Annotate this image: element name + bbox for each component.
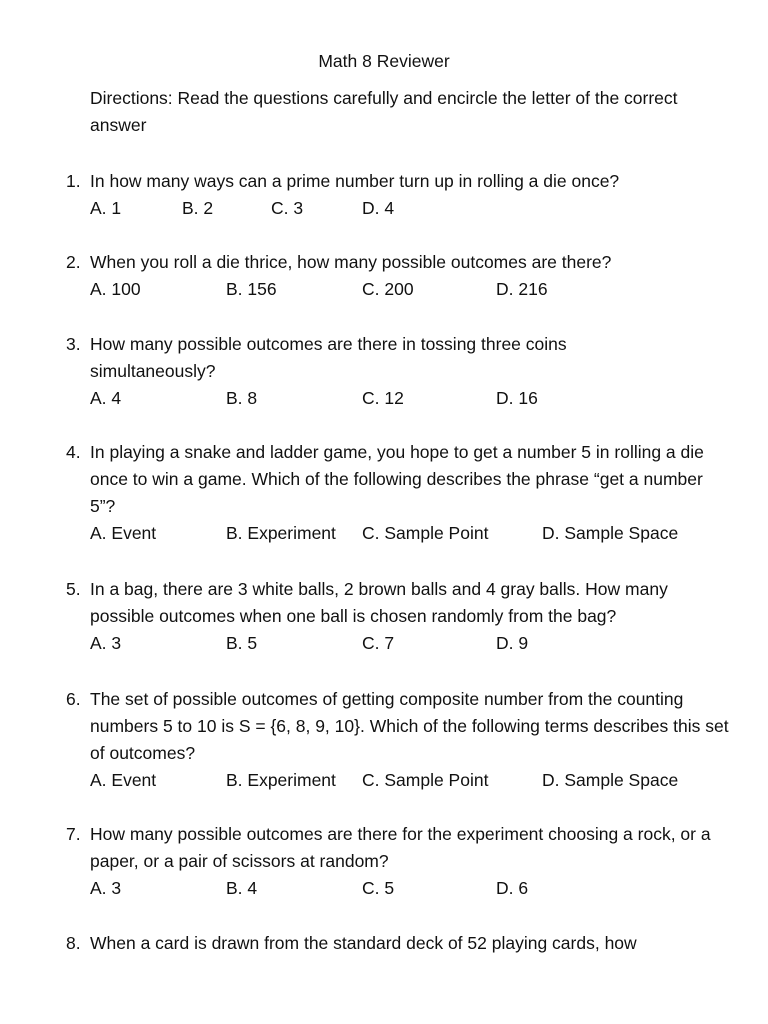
- option-c[interactable]: C. Sample Point: [362, 770, 489, 790]
- question-text: When a card is drawn from the standard deck of 52 playing cards, how: [90, 933, 637, 953]
- option-d[interactable]: D. 6: [496, 878, 529, 898]
- question-number: 1.: [66, 171, 81, 191]
- option-a[interactable]: A. 4: [90, 388, 122, 408]
- option-b[interactable]: B. 2: [182, 198, 214, 218]
- option-d[interactable]: D. Sample Space: [542, 770, 679, 790]
- option-a[interactable]: A. Event: [90, 770, 157, 790]
- option-b[interactable]: B. 4: [226, 878, 258, 898]
- question-text: The set of possible outcomes of getting composite number from the counting numbers 5 to 10 is S = {6, 8, 9, 10}. Which of the following terms describes this set of outcomes?: [90, 689, 729, 763]
- option-c[interactable]: C. 5: [362, 878, 395, 898]
- question-text: In a bag, there are 3 white balls, 2 brown balls and 4 gray balls. How many possible outcomes when one ball is chosen randomly from the bag?: [90, 579, 668, 626]
- question-text: In how many ways can a prime number turn up in rolling a die once?: [90, 171, 620, 191]
- question-text: How many possible outcomes are there for the experiment choosing a rock, or a paper, or a pair of scissors at random?: [90, 824, 711, 871]
- page-title: Math 8 Reviewer: [318, 51, 450, 71]
- option-c[interactable]: C. 7: [362, 633, 395, 653]
- option-a[interactable]: A. 3: [90, 633, 122, 653]
- option-d[interactable]: D. 216: [496, 279, 548, 299]
- question-text: How many possible outcomes are there in tossing three coins simultaneously?: [90, 334, 567, 381]
- option-c[interactable]: C. 12: [362, 388, 404, 408]
- question-number: 3.: [66, 334, 81, 354]
- option-d[interactable]: D. 4: [362, 198, 395, 218]
- option-b[interactable]: B. Experiment: [226, 770, 336, 790]
- option-c[interactable]: C. 3: [271, 198, 304, 218]
- option-b[interactable]: B. 8: [226, 388, 258, 408]
- option-a[interactable]: A. 1: [90, 198, 122, 218]
- question-text: When you roll a die thrice, how many possible outcomes are there?: [90, 252, 612, 272]
- question-number: 7.: [66, 824, 81, 844]
- question-number: 2.: [66, 252, 81, 272]
- option-a[interactable]: A. 100: [90, 279, 141, 299]
- option-b[interactable]: B. Experiment: [226, 523, 336, 543]
- question-number: 8.: [66, 933, 81, 953]
- question-number: 6.: [66, 689, 81, 709]
- question-number: 4.: [66, 442, 81, 462]
- option-c[interactable]: C. 200: [362, 279, 414, 299]
- question-number: 5.: [66, 579, 81, 599]
- option-a[interactable]: A. Event: [90, 523, 157, 543]
- question-text: In playing a snake and ladder game, you hope to get a number 5 in rolling a die once to win a game. Which of the following describes the phrase “get a number 5”?: [90, 442, 704, 516]
- option-b[interactable]: B. 5: [226, 633, 258, 653]
- option-d[interactable]: D. 16: [496, 388, 538, 408]
- directions-text: Directions: Read the questions carefully and encircle the letter of the correct answer: [90, 88, 678, 135]
- option-a[interactable]: A. 3: [90, 878, 122, 898]
- option-b[interactable]: B. 156: [226, 279, 277, 299]
- option-d[interactable]: D. Sample Space: [542, 523, 679, 543]
- option-d[interactable]: D. 9: [496, 633, 529, 653]
- option-c[interactable]: C. Sample Point: [362, 523, 489, 543]
